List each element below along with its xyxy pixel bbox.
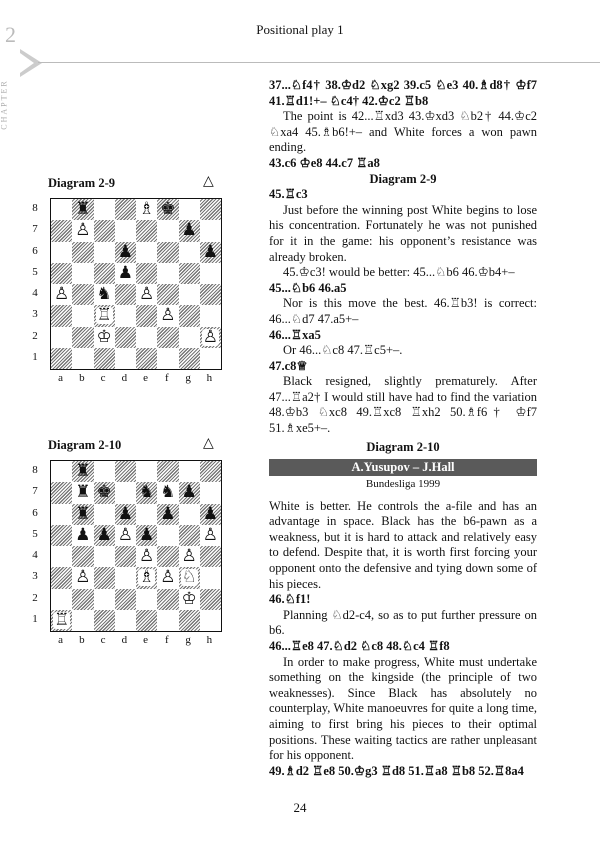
square-g8 <box>179 199 200 220</box>
square-g5 <box>179 263 200 284</box>
square-e6 <box>136 504 157 525</box>
white-rook-icon: ♖ <box>96 305 112 326</box>
paragraph: 45.♔c3! would be better: 45...♘b6 46.♔b4+– <box>283 265 515 280</box>
move-line: 46...♖e8 47.♘d2 ♘c8 48.♘c4 ♖f8 <box>269 638 450 653</box>
chapter-number: 2 <box>5 22 16 47</box>
file-label: d <box>121 372 128 384</box>
players-banner: A.Yusupov – J.Hall <box>269 459 537 476</box>
square-b7 <box>72 220 93 241</box>
commentary-top <box>269 78 537 437</box>
white-king-icon: ♔ <box>181 588 197 609</box>
white-pawn-icon: ♙ <box>139 284 155 305</box>
file-label: h <box>206 372 213 384</box>
square-c2 <box>94 589 115 610</box>
black-knight-icon: ♞ <box>139 482 155 503</box>
square-b6 <box>72 504 93 525</box>
square-a6 <box>51 504 72 525</box>
rank-label: 2 <box>32 591 38 604</box>
square-b1 <box>72 348 93 369</box>
square-b3 <box>72 567 93 588</box>
move-line: 45...♘b6 46.a5 <box>269 280 347 295</box>
move-line: 47.c8♕ <box>269 358 308 373</box>
rank-label: 6 <box>32 506 38 519</box>
black-pawn-icon: ♟ <box>202 503 218 524</box>
square-f4 <box>157 546 178 567</box>
file-label: f <box>165 372 169 384</box>
square-g6 <box>179 242 200 263</box>
rank-label: 1 <box>32 612 38 625</box>
square-c6 <box>94 504 115 525</box>
white-king-icon: ♔ <box>96 326 112 347</box>
square-a4 <box>51 546 72 567</box>
file-label: a <box>58 372 64 384</box>
square-c5 <box>94 263 115 284</box>
square-b2 <box>72 589 93 610</box>
move-line: 37...♘f4† 38.♔d2 ♘xg2 39.c5 ♘e3 40.♗d8† ♔f7 41.♖d1!+– ♘c4† 42.♔c2 ♖b8 <box>269 78 537 108</box>
white-bishop-icon: ♗ <box>139 567 155 588</box>
file-label: g <box>185 372 191 384</box>
white-rook-icon: ♖ <box>54 609 70 630</box>
square-c3 <box>94 305 115 326</box>
square-b5 <box>72 525 93 546</box>
page-number: 24 <box>293 800 307 815</box>
square-h2 <box>200 589 221 610</box>
square-g1 <box>179 610 200 631</box>
square-a8 <box>51 199 72 220</box>
square-c2 <box>94 327 115 348</box>
black-pawn-icon: ♟ <box>202 241 218 262</box>
square-f6 <box>157 504 178 525</box>
square-g1 <box>179 348 200 369</box>
square-b8 <box>72 199 93 220</box>
rank-label: 4 <box>32 549 38 561</box>
white-knight-icon: ♘ <box>181 567 197 588</box>
rank-label: 2 <box>32 329 38 342</box>
paragraph: Just before the winning post White begins to lose his concentration. Fortunately he was not punished for it in the game: his opponent’s resistance was already broken. <box>269 202 537 264</box>
black-knight-icon: ♞ <box>96 284 112 305</box>
white-pawn-icon: ♙ <box>160 567 176 588</box>
white-pawn-icon: ♙ <box>75 220 91 241</box>
paragraph: White is better. He controls the a-file and has an advantage in space. Black has the b6-pawn as a weakness, but it is hard to attack and relatively easy to defend. Despite that, it is worth first forcing your opponent onto the defensive and tying down some of his pieces. <box>269 498 537 591</box>
file-label: c <box>100 634 106 646</box>
paragraph: The point is 42...♖xd3 43.♔xd3 ♘b2† 44.♔c2 ♘xa4 45.♗b6!+– and White forces a won pawn ending. <box>269 109 537 155</box>
square-c4 <box>94 546 115 567</box>
rank-labels <box>28 460 42 630</box>
paragraph: In order to make progress, White must undertake something on the kingside (the principle of two weaknesses). Since Black has absolutely no counterplay, White manoeuvres for quite a long time, aiming to first bring his pieces to their optimal positions. These waiting tactics are rather unpleasant for his opponent. <box>269 654 537 763</box>
square-d7 <box>115 482 136 503</box>
square-e8 <box>136 199 157 220</box>
square-a2 <box>51 589 72 610</box>
move-line: 43.c6 ♔e8 44.c7 ♖a8 <box>269 155 380 170</box>
square-e5 <box>136 263 157 284</box>
file-label: e <box>143 634 149 646</box>
square-e7 <box>136 220 157 241</box>
square-d6 <box>115 242 136 263</box>
square-e5 <box>136 525 157 546</box>
white-to-move-icon: △ <box>203 436 214 451</box>
file-labels <box>50 634 220 646</box>
square-f2 <box>157 589 178 610</box>
square-g3 <box>179 567 200 588</box>
black-pawn-icon: ♟ <box>75 524 91 545</box>
commentary-bottom <box>269 440 537 779</box>
file-label: e <box>143 372 149 384</box>
black-rook-icon: ♜ <box>75 503 91 524</box>
square-g6 <box>179 504 200 525</box>
header-rule <box>38 62 600 63</box>
rank-label: 5 <box>32 265 38 278</box>
square-h5 <box>200 525 221 546</box>
square-a3 <box>51 305 72 326</box>
square-b2 <box>72 327 93 348</box>
rank-label: 8 <box>32 202 38 214</box>
white-pawn-icon: ♙ <box>139 546 155 567</box>
square-c8 <box>94 199 115 220</box>
square-f8 <box>157 199 178 220</box>
rank-labels <box>28 198 42 368</box>
square-b4 <box>72 546 93 567</box>
square-h8 <box>200 461 221 482</box>
black-pawn-icon: ♟ <box>96 524 112 545</box>
square-d1 <box>115 610 136 631</box>
square-h3 <box>200 567 221 588</box>
square-d7 <box>115 220 136 241</box>
square-b6 <box>72 242 93 263</box>
square-e6 <box>136 242 157 263</box>
square-g2 <box>179 327 200 348</box>
square-e1 <box>136 348 157 369</box>
square-c4 <box>94 284 115 305</box>
paragraph: Black resigned, slightly prematurely. After 47...♖a2† I would still have had to find the variation 48.♔b3 ♘xc8 49.♖xc8 ♖xh2 50.♗f6† ♔f7 51.♗xe5+–. <box>269 374 537 436</box>
rank-label: 4 <box>32 287 38 299</box>
rank-label: 7 <box>32 223 38 236</box>
diagram-reference: Diagram 2-9 <box>369 171 437 186</box>
white-pawn-icon: ♙ <box>181 546 197 567</box>
diagram-2-9 <box>28 174 228 384</box>
square-g3 <box>179 305 200 326</box>
square-e3 <box>136 567 157 588</box>
white-pawn-icon: ♙ <box>75 567 91 588</box>
chess-board <box>50 460 222 632</box>
file-label: d <box>121 634 128 646</box>
white-pawn-icon: ♙ <box>202 326 218 347</box>
file-label: g <box>185 634 191 646</box>
square-a2 <box>51 327 72 348</box>
square-e2 <box>136 327 157 348</box>
rank-label: 5 <box>32 527 38 540</box>
square-e8 <box>136 461 157 482</box>
square-b3 <box>72 305 93 326</box>
square-d6 <box>115 504 136 525</box>
square-h2 <box>200 327 221 348</box>
square-e1 <box>136 610 157 631</box>
chapter-label: CHAPTER <box>0 79 9 130</box>
file-label: h <box>206 634 213 646</box>
square-b4 <box>72 284 93 305</box>
square-h6 <box>200 242 221 263</box>
move-line: 46.♘f1! <box>269 592 311 607</box>
square-a5 <box>51 525 72 546</box>
square-d5 <box>115 263 136 284</box>
square-g4 <box>179 284 200 305</box>
square-d2 <box>115 589 136 610</box>
square-c3 <box>94 567 115 588</box>
black-pawn-icon: ♟ <box>181 220 197 241</box>
black-knight-icon: ♞ <box>160 482 176 503</box>
black-king-icon: ♚ <box>96 482 112 503</box>
square-f2 <box>157 327 178 348</box>
file-label: a <box>58 634 64 646</box>
rank-label: 3 <box>32 570 38 583</box>
square-b1 <box>72 610 93 631</box>
running-header: Positional play 1 <box>256 22 344 37</box>
square-c8 <box>94 461 115 482</box>
square-f6 <box>157 242 178 263</box>
black-pawn-icon: ♟ <box>117 262 133 283</box>
square-c1 <box>94 348 115 369</box>
black-rook-icon: ♜ <box>75 482 91 503</box>
paragraph: Or 46...♘c8 47.♖c5+–. <box>283 343 403 358</box>
square-c5 <box>94 525 115 546</box>
square-e4 <box>136 284 157 305</box>
square-d2 <box>115 327 136 348</box>
square-d3 <box>115 305 136 326</box>
move-line: 46...♖xa5 <box>269 327 321 342</box>
square-a7 <box>51 482 72 503</box>
black-king-icon: ♚ <box>160 199 176 220</box>
chess-board <box>50 198 222 370</box>
square-h4 <box>200 546 221 567</box>
file-label: b <box>79 372 85 384</box>
square-a7 <box>51 220 72 241</box>
square-g7 <box>179 220 200 241</box>
square-a3 <box>51 567 72 588</box>
square-f5 <box>157 263 178 284</box>
square-h5 <box>200 263 221 284</box>
square-h1 <box>200 610 221 631</box>
square-f7 <box>157 220 178 241</box>
square-d4 <box>115 284 136 305</box>
square-c1 <box>94 610 115 631</box>
paragraph: Nor is this move the best. 46.♖b3! is correct: 46...♘d7 47.a5+– <box>269 296 537 326</box>
move-line: 45.♖c3 <box>269 187 308 202</box>
white-pawn-icon: ♙ <box>117 524 133 545</box>
event-name: Bundesliga 1999 <box>365 477 441 490</box>
square-c7 <box>94 482 115 503</box>
rank-label: 1 <box>32 350 38 363</box>
square-d8 <box>115 461 136 482</box>
paragraph: Planning ♘d2-c4, so as to put further pressure on b6. <box>269 607 537 638</box>
white-pawn-icon: ♙ <box>54 284 70 305</box>
black-rook-icon: ♜ <box>75 199 91 220</box>
square-f5 <box>157 525 178 546</box>
rank-label: 6 <box>32 244 38 257</box>
rank-label: 3 <box>32 308 38 321</box>
black-pawn-icon: ♟ <box>117 503 133 524</box>
white-bishop-icon: ♗ <box>139 199 155 220</box>
square-a5 <box>51 263 72 284</box>
square-h4 <box>200 284 221 305</box>
square-a4 <box>51 284 72 305</box>
square-f1 <box>157 348 178 369</box>
square-e2 <box>136 589 157 610</box>
diagram-reference: Diagram 2-10 <box>366 440 440 454</box>
square-d1 <box>115 348 136 369</box>
file-label: b <box>79 634 85 646</box>
square-a1 <box>51 610 72 631</box>
square-b5 <box>72 263 93 284</box>
square-a6 <box>51 242 72 263</box>
square-h6 <box>200 504 221 525</box>
square-f7 <box>157 482 178 503</box>
square-h7 <box>200 482 221 503</box>
file-label: f <box>165 634 169 646</box>
square-b8 <box>72 461 93 482</box>
black-pawn-icon: ♟ <box>160 503 176 524</box>
square-a8 <box>51 461 72 482</box>
square-a1 <box>51 348 72 369</box>
square-f3 <box>157 567 178 588</box>
diagram-2-10 <box>28 436 228 646</box>
square-h8 <box>200 199 221 220</box>
square-f8 <box>157 461 178 482</box>
square-d3 <box>115 567 136 588</box>
black-pawn-icon: ♟ <box>117 241 133 262</box>
square-f4 <box>157 284 178 305</box>
square-b7 <box>72 482 93 503</box>
diagram-title: Diagram 2-9 <box>48 176 115 190</box>
white-to-move-icon: △ <box>203 174 214 189</box>
file-label: c <box>100 372 106 384</box>
rank-label: 7 <box>32 485 38 498</box>
chapter-arrow-inner <box>20 53 34 73</box>
square-h1 <box>200 348 221 369</box>
square-f1 <box>157 610 178 631</box>
square-e7 <box>136 482 157 503</box>
black-rook-icon: ♜ <box>75 461 91 482</box>
square-f3 <box>157 305 178 326</box>
square-g5 <box>179 525 200 546</box>
diagram-title: Diagram 2-10 <box>48 438 122 452</box>
rank-label: 8 <box>32 464 38 476</box>
file-labels <box>50 372 220 384</box>
square-d5 <box>115 525 136 546</box>
black-pawn-icon: ♟ <box>181 482 197 503</box>
square-g7 <box>179 482 200 503</box>
move-line: 49.♗d2 ♖e8 50.♔g3 ♖d8 51.♖a8 ♖b8 52.♖8a4 <box>269 763 524 778</box>
black-pawn-icon: ♟ <box>139 524 155 545</box>
square-c6 <box>94 242 115 263</box>
square-e4 <box>136 546 157 567</box>
square-c7 <box>94 220 115 241</box>
square-g8 <box>179 461 200 482</box>
square-e3 <box>136 305 157 326</box>
white-pawn-icon: ♙ <box>160 305 176 326</box>
square-d4 <box>115 546 136 567</box>
square-g4 <box>179 546 200 567</box>
square-h3 <box>200 305 221 326</box>
square-g2 <box>179 589 200 610</box>
square-d8 <box>115 199 136 220</box>
white-pawn-icon: ♙ <box>202 524 218 545</box>
square-h7 <box>200 220 221 241</box>
